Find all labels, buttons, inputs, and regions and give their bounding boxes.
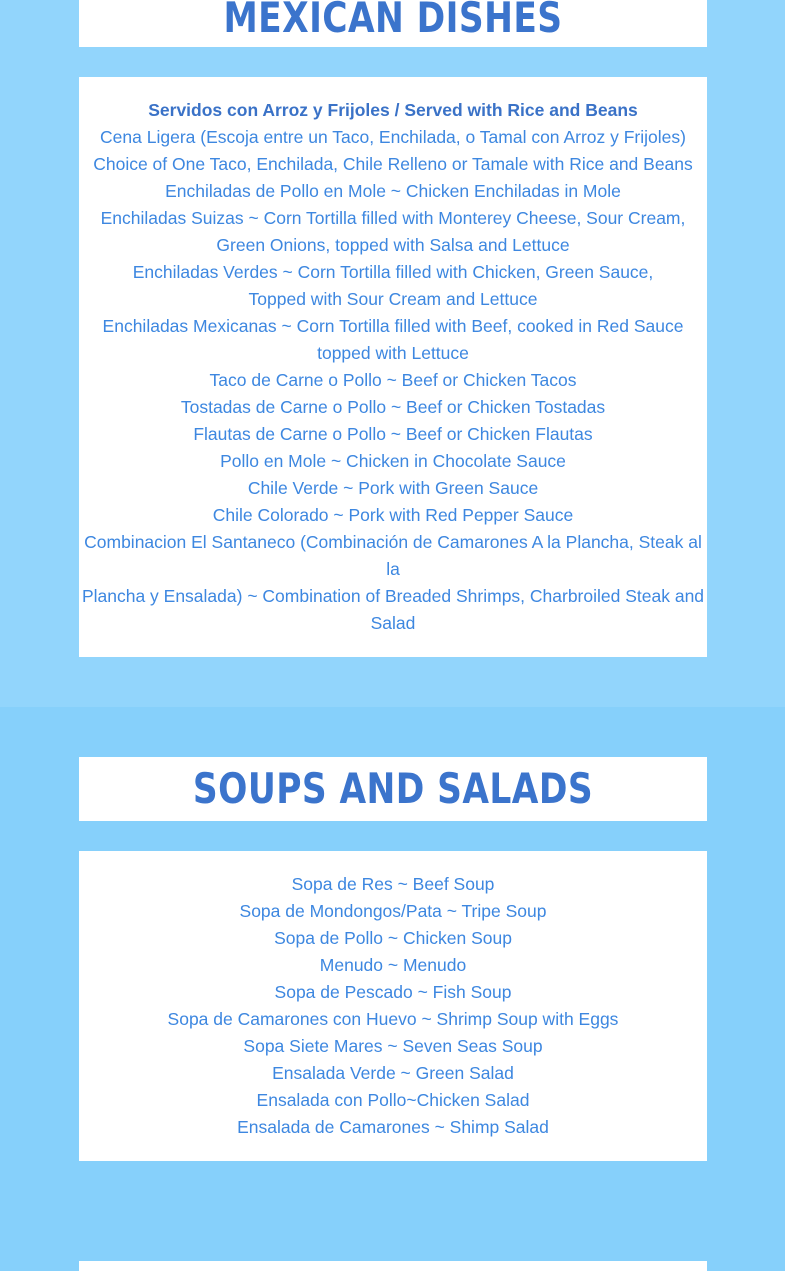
mexican-dishes-menu bbox=[79, 77, 707, 657]
soups-salads-menu bbox=[79, 851, 707, 1161]
menu-item: Menudo ~ Menudo bbox=[319, 955, 467, 975]
menu-item: Combinacion El Santaneco (Combinación de Camarones A la Plancha, Steak al bbox=[84, 532, 702, 552]
menu-item: Enchiladas de Pollo en Mole ~ Chicken Enchiladas in Mole bbox=[165, 181, 621, 201]
next-section-card bbox=[79, 1261, 707, 1271]
menu-item: Sopa de Mondongos/Pata ~ Tripe Soup bbox=[239, 901, 547, 921]
menu-item: la bbox=[386, 559, 400, 579]
menu-item: Ensalada con Pollo~Chicken Salad bbox=[256, 1090, 530, 1110]
menu-item: Servidos con Arroz y Frijoles / Served with Rice and Beans bbox=[148, 100, 638, 120]
menu-item: Cena Ligera (Escoja entre un Taco, Enchilada, o Tamal con Arroz y Frijoles) bbox=[100, 127, 686, 147]
menu-item: Sopa de Camarones con Huevo ~ Shrimp Soup with Eggs bbox=[167, 1009, 619, 1029]
mexican-dishes-heading: MEXICAN DISHES bbox=[223, 0, 563, 42]
menu-item: Sopa de Res ~ Beef Soup bbox=[291, 874, 495, 894]
menu-item: Sopa Siete Mares ~ Seven Seas Soup bbox=[243, 1036, 543, 1056]
menu-item: Salad bbox=[370, 613, 416, 633]
menu-item: Chile Verde ~ Pork with Green Sauce bbox=[247, 478, 539, 498]
menu-item: Ensalada Verde ~ Green Salad bbox=[272, 1063, 514, 1083]
menu-item: Sopa de Pollo ~ Chicken Soup bbox=[274, 928, 512, 948]
menu-item: Ensalada de Camarones ~ Shimp Salad bbox=[237, 1117, 549, 1137]
menu-item: Enchiladas Mexicanas ~ Corn Tortilla filled with Beef, cooked in Red Sauce bbox=[102, 316, 684, 336]
menu-item: Chile Colorado ~ Pork with Red Pepper Sauce bbox=[212, 505, 574, 525]
menu-item: Taco de Carne o Pollo ~ Beef or Chicken Tacos bbox=[209, 370, 577, 390]
menu-item: Choice of One Taco, Enchilada, Chile Relleno or Tamale with Rice and Beans bbox=[93, 154, 693, 174]
mexican-dishes-title-card bbox=[79, 0, 707, 47]
menu-item: Enchiladas Verdes ~ Corn Tortilla filled with Chicken, Green Sauce, bbox=[132, 262, 654, 282]
menu-item: topped with Lettuce bbox=[317, 343, 469, 363]
menu-item: Plancha y Ensalada) ~ Combination of Breaded Shrimps, Charbroiled Steak and bbox=[81, 586, 705, 606]
menu-item: Pollo en Mole ~ Chicken in Chocolate Sauce bbox=[220, 451, 566, 471]
menu-item: Enchiladas Suizas ~ Corn Tortilla filled with Monterey Cheese, Sour Cream, bbox=[100, 208, 686, 228]
menu-item: Topped with Sour Cream and Lettuce bbox=[248, 289, 538, 309]
soups-salads-heading: SOUPS AND SALADS bbox=[192, 764, 594, 813]
menu-item: Sopa de Pescado ~ Fish Soup bbox=[274, 982, 512, 1002]
menu-item: Green Onions, topped with Salsa and Lettuce bbox=[216, 235, 570, 255]
soups-salads-title-card bbox=[79, 757, 707, 821]
menu-item: Tostadas de Carne o Pollo ~ Beef or Chicken Tostadas bbox=[180, 397, 606, 417]
menu-item: Flautas de Carne o Pollo ~ Beef or Chicken Flautas bbox=[193, 424, 593, 444]
